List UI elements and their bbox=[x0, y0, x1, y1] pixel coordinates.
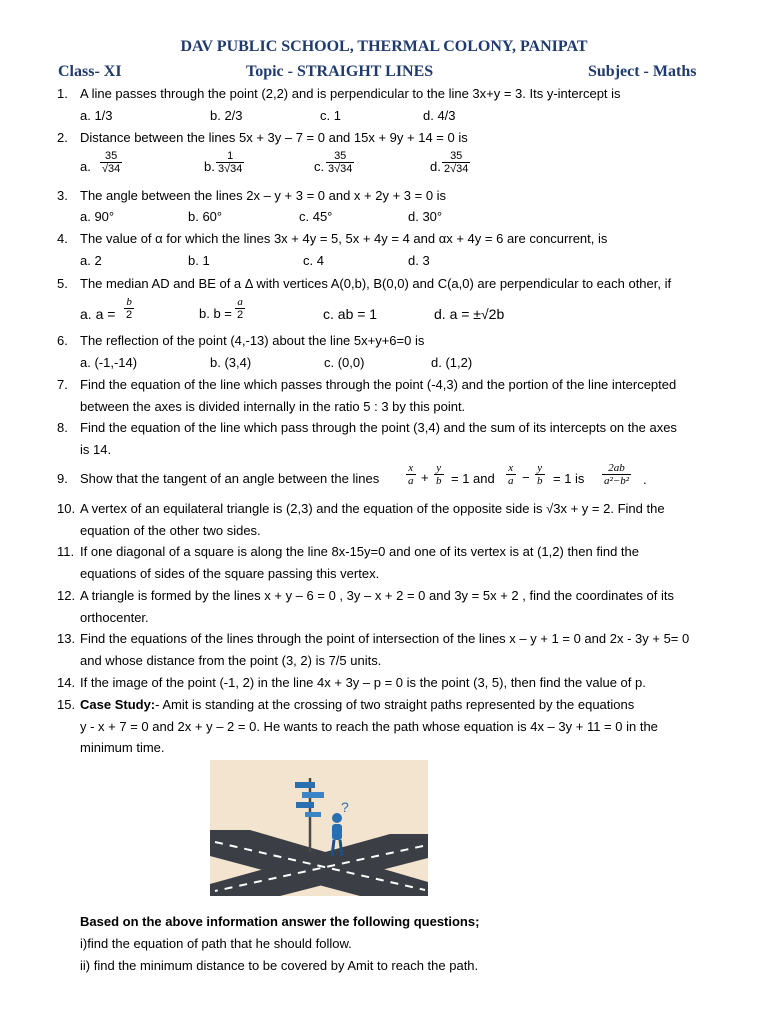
option-b: b. (3,4) bbox=[210, 355, 252, 370]
option-d: d. (1,2) bbox=[431, 355, 473, 370]
option-c: $\frac{35}{3√34}$ bbox=[328, 150, 353, 175]
option-d: d. 3 bbox=[408, 253, 430, 268]
topic-label: Topic - STRAIGHT LINES bbox=[246, 63, 434, 80]
option-a-label: a. a = bbox=[80, 306, 116, 322]
svg-text:?: ? bbox=[341, 799, 349, 815]
option-b: $\frac{a}{2}$ bbox=[237, 296, 244, 321]
option-b-label: b. bbox=[204, 159, 215, 174]
option-c: c. (0,0) bbox=[324, 355, 365, 370]
option-a: a. 1/3 bbox=[80, 108, 113, 123]
option-a: a. 2 bbox=[80, 253, 102, 268]
case-study-label: Case Study: bbox=[80, 697, 156, 712]
option-a-label: a. bbox=[80, 159, 91, 174]
class-label: Class- XI bbox=[58, 63, 122, 80]
option-d: d. 30° bbox=[408, 209, 443, 224]
option-d-label: d. bbox=[430, 159, 441, 174]
option-b: b. 2/3 bbox=[210, 108, 243, 123]
option-a: a. 90° bbox=[80, 209, 115, 224]
crossroads-illustration bbox=[210, 760, 428, 896]
option-a: $\frac{b}{2}$ bbox=[126, 296, 133, 321]
school-title: DAV PUBLIC SCHOOL, THERMAL COLONY, PANIPAT bbox=[180, 38, 588, 55]
option-d: d. 4/3 bbox=[423, 108, 456, 123]
option-c: c. ab = 1 bbox=[323, 306, 378, 322]
option-c-label: c. bbox=[314, 159, 325, 174]
option-c: c. 45° bbox=[299, 209, 333, 224]
option-d: d. a = ±√2b bbox=[434, 306, 505, 322]
option-c: c. 1 bbox=[320, 108, 341, 123]
option-d: $\frac{35}{2√34}$ bbox=[444, 150, 469, 175]
option-c: c. 4 bbox=[303, 253, 324, 268]
option-b: $\frac{1}{3√34}$ bbox=[218, 150, 243, 175]
option-b: b. 1 bbox=[188, 253, 210, 268]
option-a: $\frac{35}{√34}$ bbox=[102, 150, 121, 175]
option-b: b. 60° bbox=[188, 209, 223, 224]
subject-label: Subject - Maths bbox=[588, 63, 697, 80]
option-b-label: b. b = bbox=[199, 306, 232, 321]
option-a: a. (-1,-14) bbox=[80, 355, 138, 370]
